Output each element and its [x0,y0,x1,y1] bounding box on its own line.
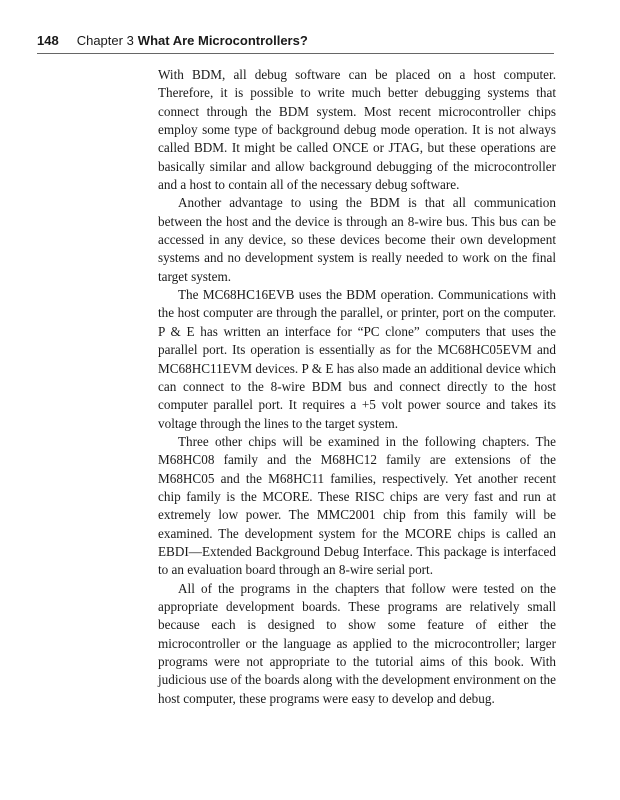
paragraph-bdm-bus: Another advantage to using the BDM is that all communication between the host and the device is through an 8-wire bus. This bus can be accessed in any device, so these devices become their own development systems and no development system is really needed to work on the final target system. [158,195,556,284]
paragraph-programs: All of the programs in the chapters that follow were tested on the appropriate development boards. These programs are relatively small because each is designed to show some feature of either the microcontroller or the language as applied to the microcontroller; larger programs were not appropriate to the tutorial aims of this book. With judicious use of the boards along with the development environment on the host computer, these programs were easy to develop and debug. [158,580,556,706]
page-number: 148 [37,33,59,48]
body-text [158,66,556,708]
chapter-label: Chapter 3 [76,33,134,48]
paragraph-mc68hc16evb: The MC68HC16EVB uses the BDM operation. Communications with the host computer are through the parallel, or printer, port on the computer. P & E has written an interface for “PC clone” computers that uses the parallel port. Its operation is essentially as for the MC68HC05EVM and MC68HC11EVM devices. P & E has also made an additional device which can connect to the 8-wire BDM bus and connect directly to the host computer parallel port. It requires a +5 volt power source and takes its voltage through the lines to the target system. [158,287,556,431]
paragraph-other-chips: Three other chips will be examined in the following chapters. The M68HC08 family and the M68HC12 family are extensions of the M68HC05 and the M68HC11 families, respectively. Yet another recent chip family is the MCORE. These RISC chips are very fast and run at extremely low power. The MMC2001 chip from this family will be examined. The development system for the MCORE chips is called an EBDI—Extended Background Debug Interface. This package is interfaced to an evaluation board through an 8-wire serial port. [158,433,556,578]
header-rule [37,53,554,54]
paragraph-bdm-debug: With BDM, all debug software can be placed on a host computer. Therefore, it is possible to write much better debugging systems that connect through the BDM system. Most recent microcontroller chips employ some type of background debug mode operation. It is not always called BDM. It might be called ONCE or JTAG, but these operations are basically similar and allow background debugging of the microcontroller and a host to contain all of the necessary debug software. [158,67,556,193]
running-header [37,33,554,53]
chapter-title: What Are Microcontrollers? [137,33,308,48]
